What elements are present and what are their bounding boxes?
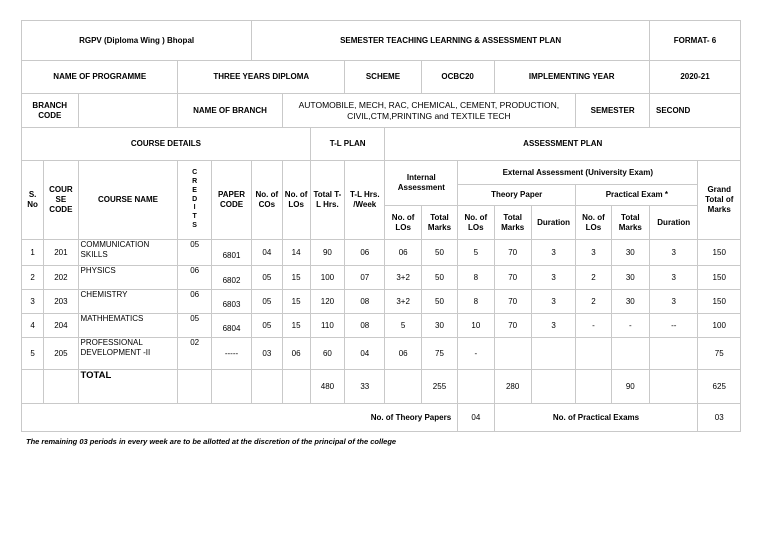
table-row	[22, 240, 741, 266]
total-grand: 625	[698, 370, 741, 404]
theory-papers-label: No. of Theory Papers	[22, 404, 458, 432]
cell-int-marks: 50	[421, 290, 457, 314]
cell-th-marks: 70	[494, 290, 531, 314]
format-label: FORMAT- 6	[650, 21, 741, 61]
cell-sno: 1	[22, 240, 44, 266]
cell-int-marks: 50	[421, 266, 457, 290]
table-row	[22, 266, 741, 290]
cell-cos: 05	[252, 266, 282, 290]
cell-int-los: 3+2	[385, 290, 421, 314]
cell-paper: 6802	[211, 266, 251, 290]
total-pr-marks: 90	[611, 370, 649, 404]
cell-cos: 04	[252, 240, 282, 266]
table-row	[22, 290, 741, 314]
cell-th-duration: 3	[531, 314, 575, 338]
cell-pr-marks: 30	[611, 290, 649, 314]
cell-int-marks: 75	[421, 338, 457, 370]
cell-cos: 03	[252, 338, 282, 370]
cell-int-marks: 30	[421, 314, 457, 338]
cell-code: 203	[44, 290, 78, 314]
external-assessment-header: External Assessment (University Exam)	[458, 161, 698, 185]
col-pr-los: No. of LOs	[576, 206, 611, 240]
col-sno: S. No	[22, 161, 44, 240]
cell-th-duration: 3	[531, 240, 575, 266]
col-course-name: COURSE NAME	[78, 161, 178, 240]
cell-pr-duration: 3	[650, 266, 698, 290]
cell-pr-duration: 3	[650, 290, 698, 314]
scheme-value: OCBC20	[421, 61, 494, 94]
cell-th-duration	[531, 338, 575, 370]
cell-name: COMMUNICATION SKILLS	[78, 240, 178, 266]
cell-th-los: -	[458, 338, 494, 370]
practical-exam-header: Practical Exam *	[576, 185, 698, 206]
cell-paper: -----	[211, 338, 251, 370]
total-blank	[44, 370, 78, 404]
cell-code: 204	[44, 314, 78, 338]
col-th-marks: Total Marks	[494, 206, 531, 240]
total-blank	[211, 370, 251, 404]
cell-cos: 05	[252, 290, 282, 314]
cell-pr-los: 2	[576, 290, 611, 314]
table-row	[22, 338, 741, 370]
col-total-tl: Total T-L Hrs.	[310, 161, 344, 240]
cell-pr-duration: 3	[650, 240, 698, 266]
cell-sno: 5	[22, 338, 44, 370]
tl-plan-header: T-L PLAN	[310, 128, 385, 161]
cell-th-duration: 3	[531, 266, 575, 290]
total-blank	[458, 370, 494, 404]
total-blank	[650, 370, 698, 404]
cell-int-marks: 50	[421, 240, 457, 266]
cell-total-tl: 110	[310, 314, 344, 338]
cell-th-los: 8	[458, 266, 494, 290]
cell-tl-week: 04	[345, 338, 385, 370]
programme-label: NAME OF PROGRAMME	[22, 61, 178, 94]
cell-tl-week: 08	[345, 290, 385, 314]
theory-paper-header: Theory Paper	[458, 185, 576, 206]
cell-name: CHEMISTRY	[78, 290, 178, 314]
cell-grand: 100	[698, 314, 741, 338]
col-th-duration: Duration	[531, 206, 575, 240]
cell-int-los: 06	[385, 240, 421, 266]
document-title: SEMESTER TEACHING LEARNING & ASSESSMENT PLAN	[252, 21, 650, 61]
cell-pr-los: -	[576, 314, 611, 338]
cell-tl-week: 07	[345, 266, 385, 290]
cell-pr-marks: 30	[611, 266, 649, 290]
cell-tl-week: 08	[345, 314, 385, 338]
institution-name: RGPV (Diploma Wing ) Bhopal	[22, 21, 252, 61]
cell-int-los: 06	[385, 338, 421, 370]
total-label: TOTAL	[78, 370, 178, 404]
cell-credits: 05	[178, 240, 211, 266]
semester-value: SECOND	[650, 94, 741, 128]
cell-th-marks: 70	[494, 266, 531, 290]
col-tl-week: T-L Hrs. /Week	[345, 161, 385, 240]
col-cos: No. of COs	[252, 161, 282, 240]
total-blank	[252, 370, 282, 404]
cell-th-los: 5	[458, 240, 494, 266]
cell-sno: 3	[22, 290, 44, 314]
col-pr-marks: Total Marks	[611, 206, 649, 240]
cell-sno: 2	[22, 266, 44, 290]
cell-grand: 75	[698, 338, 741, 370]
total-blank	[22, 370, 44, 404]
assessment-plan-header: ASSESSMENT PLAN	[385, 128, 741, 161]
cell-los: 15	[282, 290, 310, 314]
course-details-header: COURSE DETAILS	[22, 128, 311, 161]
assessment-plan-table	[21, 20, 741, 432]
cell-pr-marks: 30	[611, 240, 649, 266]
implementing-year-label: IMPLEMENTING YEAR	[494, 61, 650, 94]
cell-credits: 06	[178, 290, 211, 314]
col-grand-total: Grand Total of Marks	[698, 161, 741, 240]
cell-th-los: 10	[458, 314, 494, 338]
total-blank	[531, 370, 575, 404]
cell-cos: 05	[252, 314, 282, 338]
total-blank	[385, 370, 421, 404]
scheme-label: SCHEME	[345, 61, 422, 94]
total-tl-week: 33	[345, 370, 385, 404]
col-th-los: No. of LOs	[458, 206, 494, 240]
branch-name-label: NAME OF BRANCH	[178, 94, 282, 128]
table-row	[22, 314, 741, 338]
cell-name: PHYSICS	[78, 266, 178, 290]
col-paper-code: PAPER CODE	[211, 161, 251, 240]
branch-code-label: BRANCH CODE	[22, 94, 79, 128]
cell-th-duration: 3	[531, 290, 575, 314]
internal-assessment-header: Internal Assessment	[385, 161, 458, 206]
cell-sno: 4	[22, 314, 44, 338]
cell-los: 14	[282, 240, 310, 266]
cell-tl-week: 06	[345, 240, 385, 266]
cell-int-los: 5	[385, 314, 421, 338]
col-los: No. of LOs	[282, 161, 310, 240]
cell-paper: 6803	[211, 290, 251, 314]
cell-credits: 02	[178, 338, 211, 370]
cell-pr-marks: -	[611, 314, 649, 338]
cell-th-marks	[494, 338, 531, 370]
branch-name-value: AUTOMOBILE, MECH, RAC, CHEMICAL, CEMENT, PRODUCTION, CIVIL,CTM,PRINTING and TEXTILE TECH	[282, 94, 576, 128]
cell-los: 15	[282, 314, 310, 338]
col-int-marks: Total Marks	[421, 206, 457, 240]
total-blank	[178, 370, 211, 404]
practical-exams-label: No. of Practical Exams	[494, 404, 698, 432]
cell-name: PROFESSIONAL DEVELOPMENT -II	[78, 338, 178, 370]
cell-total-tl: 60	[310, 338, 344, 370]
totals-row	[22, 370, 741, 404]
cell-los: 15	[282, 266, 310, 290]
total-tl: 480	[310, 370, 344, 404]
cell-th-los: 8	[458, 290, 494, 314]
cell-th-marks: 70	[494, 240, 531, 266]
cell-total-tl: 90	[310, 240, 344, 266]
cell-pr-los	[576, 338, 611, 370]
implementing-year-value: 2020-21	[650, 61, 741, 94]
cell-code: 202	[44, 266, 78, 290]
total-int-marks: 255	[421, 370, 457, 404]
cell-int-los: 3+2	[385, 266, 421, 290]
cell-total-tl: 120	[310, 290, 344, 314]
cell-th-marks: 70	[494, 314, 531, 338]
cell-credits: 06	[178, 266, 211, 290]
cell-total-tl: 100	[310, 266, 344, 290]
cell-los: 06	[282, 338, 310, 370]
cell-code: 205	[44, 338, 78, 370]
cell-code: 201	[44, 240, 78, 266]
cell-paper: 6804	[211, 314, 251, 338]
practical-exams-value: 03	[698, 404, 741, 432]
branch-code-value	[78, 94, 178, 128]
total-blank	[282, 370, 310, 404]
cell-pr-los: 3	[576, 240, 611, 266]
col-credits-label: CREDITS	[192, 169, 198, 229]
assessment-plan-sheet	[21, 20, 741, 432]
cell-name: MATHHEMATICS	[78, 314, 178, 338]
theory-papers-value: 04	[458, 404, 494, 432]
cell-pr-duration	[650, 338, 698, 370]
summary-row	[22, 404, 741, 432]
semester-label: SEMESTER	[576, 94, 650, 128]
footnote: The remaining 03 periods in every week are to be allotted at the discretion of the principal of the college	[26, 437, 397, 446]
cell-credits: 05	[178, 314, 211, 338]
col-int-los: No. of LOs	[385, 206, 421, 240]
col-credits	[178, 161, 211, 240]
total-th-marks: 280	[494, 370, 531, 404]
cell-pr-marks	[611, 338, 649, 370]
total-blank	[576, 370, 611, 404]
programme-value: THREE YEARS DIPLOMA	[178, 61, 345, 94]
cell-pr-los: 2	[576, 266, 611, 290]
cell-paper: 6801	[211, 240, 251, 266]
col-pr-duration: Duration	[650, 206, 698, 240]
col-course-code: COUR SE CODE	[44, 161, 78, 240]
cell-grand: 150	[698, 266, 741, 290]
cell-grand: 150	[698, 240, 741, 266]
cell-pr-duration: --	[650, 314, 698, 338]
cell-grand: 150	[698, 290, 741, 314]
